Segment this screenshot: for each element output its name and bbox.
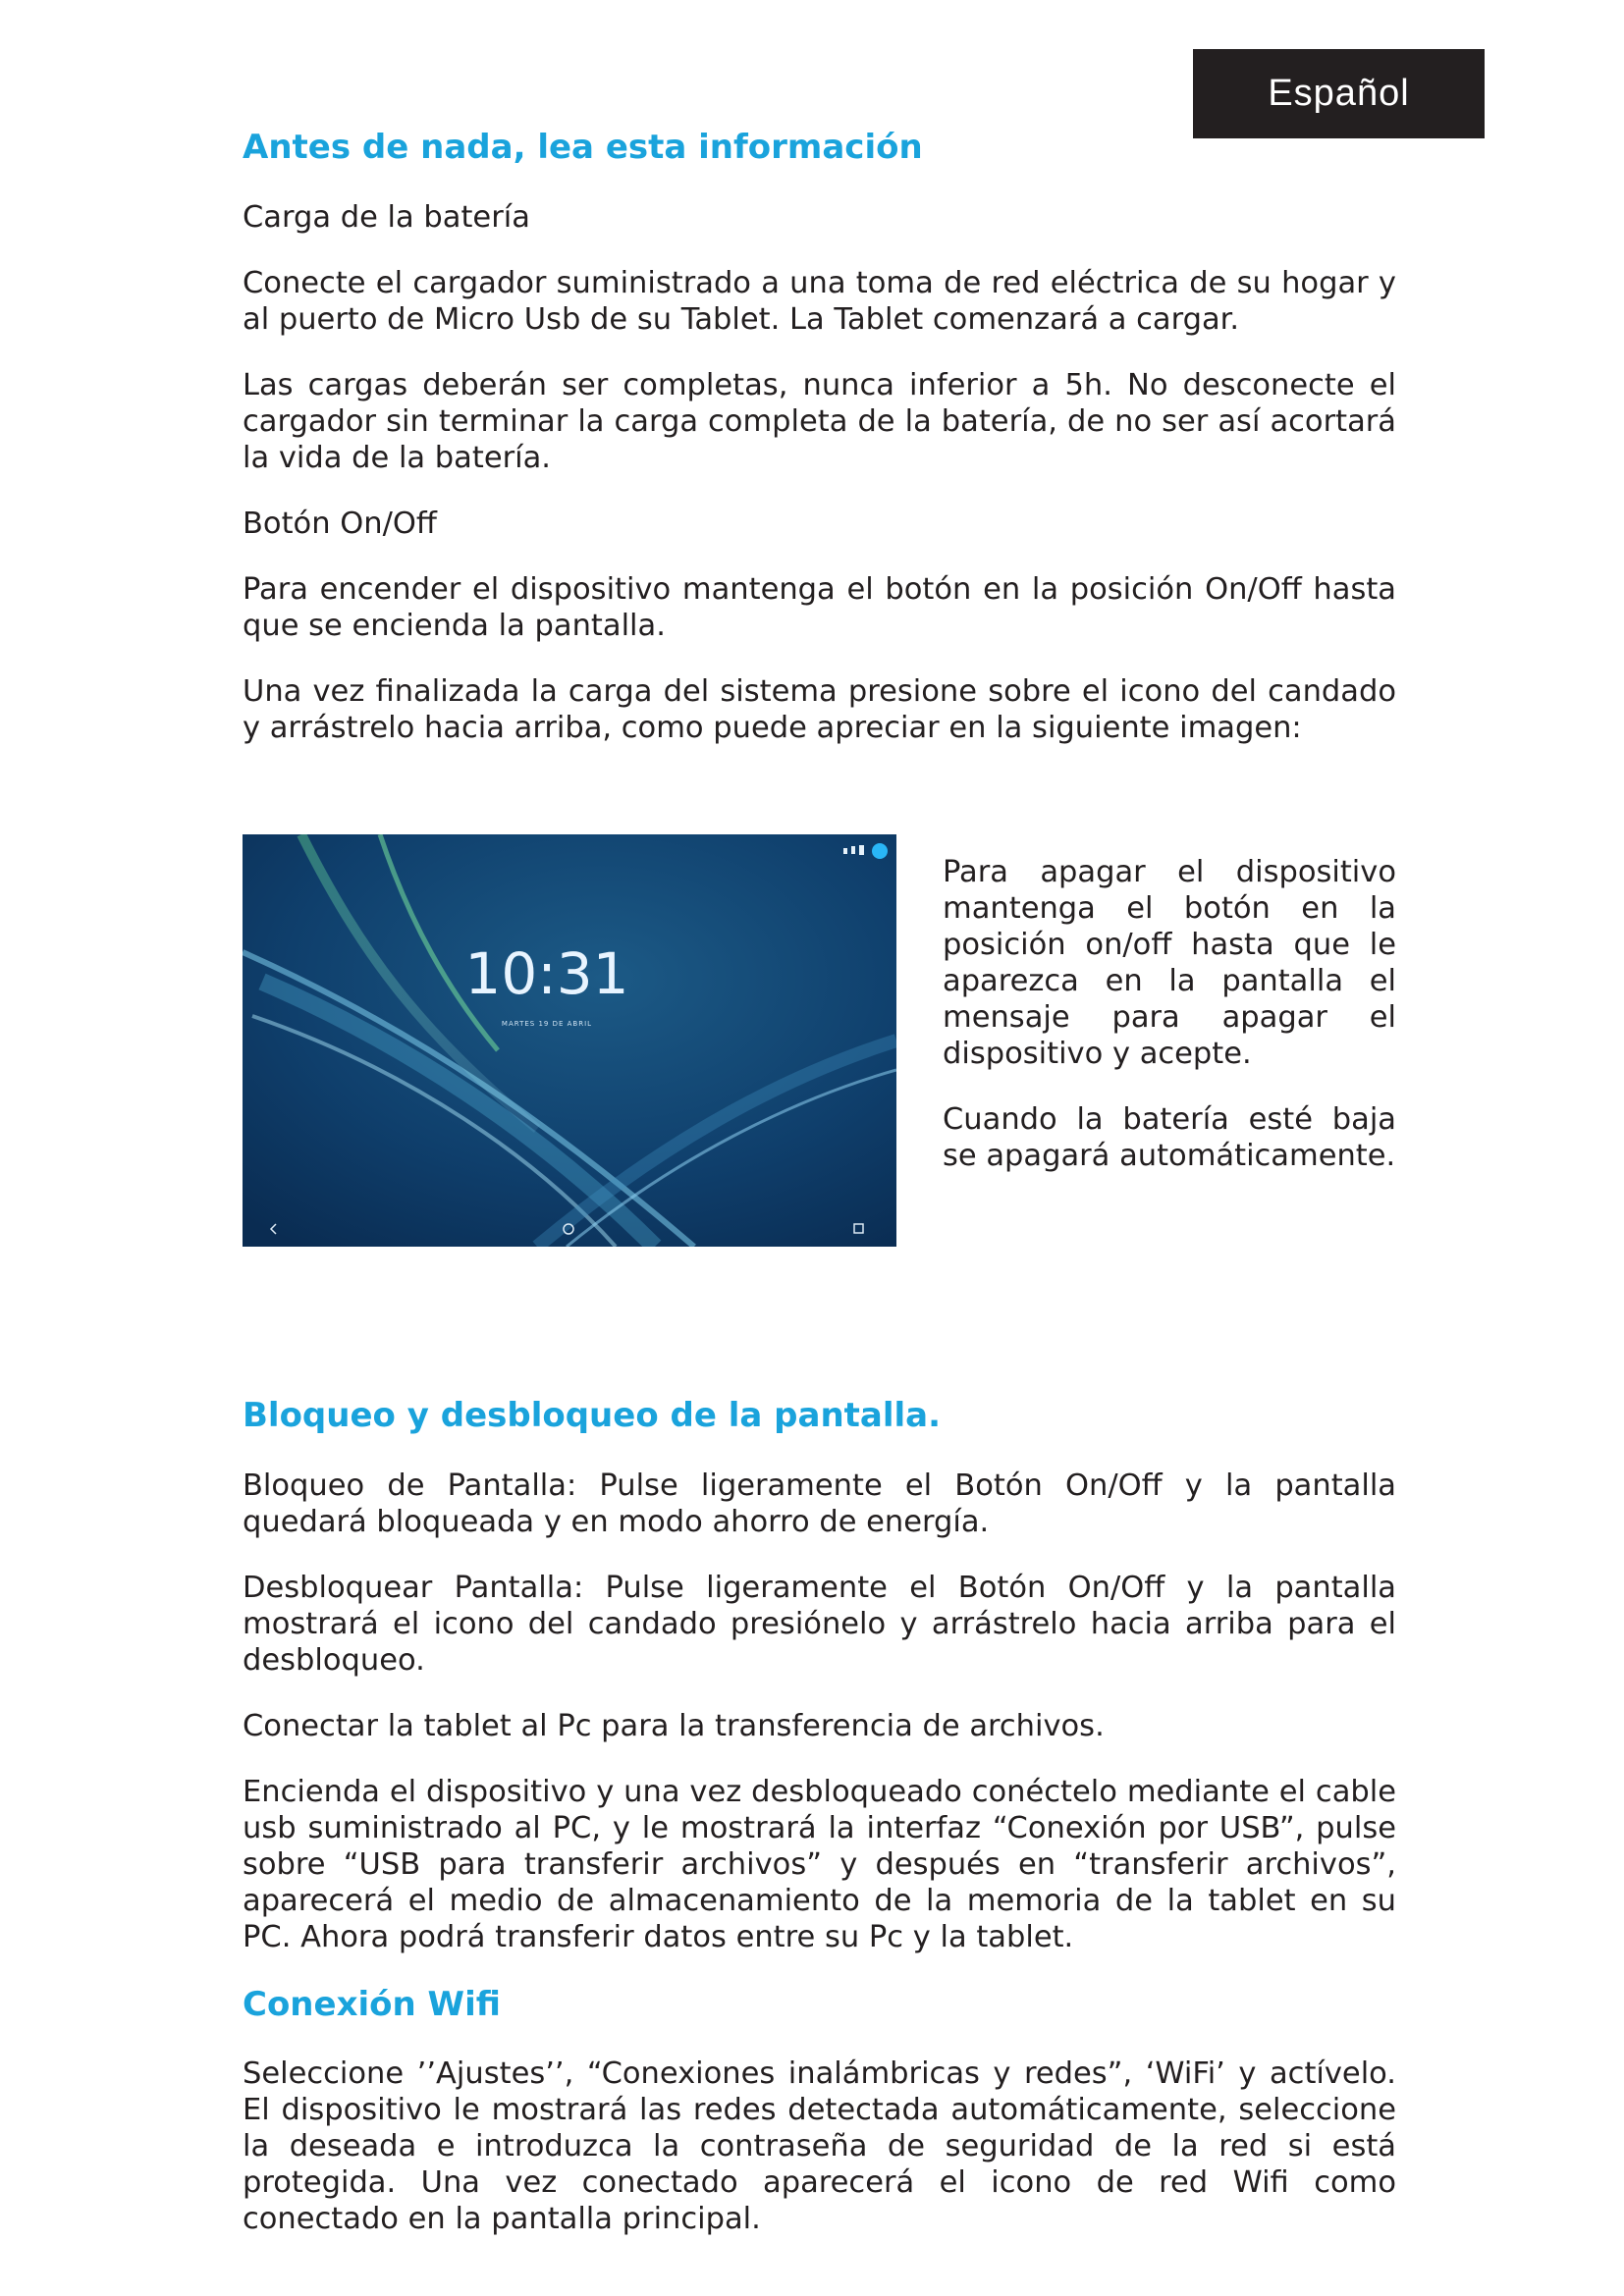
battery-status-icon [859,845,864,855]
paragraph-pc-heading: Conectar la tablet al Pc para la transferencia de archivos. [243,1708,1105,1743]
lock-clock: 10:31 [464,939,629,1007]
section-title-lock: Bloqueo y desbloqueo de la pantalla. [243,1395,942,1435]
paragraph-charger: Conecte el cargador suministrado a una toma de red eléctrica de su hogar y al puerto de Micro Usb de su Tablet. La Tablet comenzará a cargar. [243,265,1396,337]
user-avatar-icon [872,843,888,859]
paragraph-charge-duration: Las cargas deberán ser completas, nunca inferior a 5h. No desconecte el cargador sin terminar la carga completa de la batería, de no ser así acortará la vida de la batería. [243,367,1396,475]
paragraph-wifi: Seleccione ’’Ajustes’’, “Conexiones inalámbricas y redes”, ‘WiFi’ y actívelo. El dispositivo le mostrará las redes detectada automáticamente, seleccione la deseada e introduzca la contraseña de seguridad de la red si está protegida. Una vez conectado aparecerá el icono de red Wifi como conectado en la pantalla principal. [243,2056,1396,2237]
image-row [243,834,1396,1345]
paragraph-power-off: Para apagar el dispositivo mantenga el botón en la posición on/off hasta que le aparezca en la pantalla el mensaje para apagar el dispositivo y acepte. [943,854,1396,1071]
paragraph-unlock-intro: Una vez finalizada la carga del sistema presione sobre el icono del candado y arrástrelo hacia arriba, como puede apreciar en la siguiente imagen: [243,673,1396,745]
lock-date: MARTES 19 DE ABRIL [501,1019,593,1028]
language-tab: Español [1193,49,1485,138]
wifi-status-icon [843,848,847,854]
paragraph-onoff-heading: Botón On/Off [243,506,437,541]
section-title-wifi: Conexión Wifi [243,1984,501,2024]
section-title-info: Antes de nada, lea esta información [243,128,923,167]
paragraph-lock-screen: Bloqueo de Pantalla: Pulse ligeramente el Botón On/Off y la pantalla quedará bloqueada y en modo ahorro de energía. [243,1468,1396,1539]
paragraph-unlock-screen: Desbloquear Pantalla: Pulse ligeramente el Botón On/Off y la pantalla mostrará el icono del candado presiónelo y arrástrelo hacia arriba para el desbloqueo. [243,1570,1396,1678]
paragraph-low-battery: Cuando la batería esté baja se apagará automáticamente. [943,1101,1396,1173]
paragraph-usb-transfer: Encienda el dispositivo y una vez desbloqueado conéctelo mediante el cable usb suministrado al PC, y le mostrará la interfaz “Conexión por USB”, pulse sobre “USB para transferir archivos” y después en “transferir archivos”, aparecerá el medio de almacenamiento de la memoria de la tablet en su PC. Ahora podrá transferir datos entre su Pc y la tablet. [243,1774,1396,1954]
paragraph-battery-heading: Carga de la batería [243,199,530,235]
side-text [943,854,1396,1174]
lockscreen-image [243,834,896,1247]
paragraph-power-on: Para encender el dispositivo mantenga el botón en la posición On/Off hasta que se encienda la pantalla. [243,571,1396,643]
document-body [243,128,1396,2237]
signal-status-icon [851,846,855,854]
